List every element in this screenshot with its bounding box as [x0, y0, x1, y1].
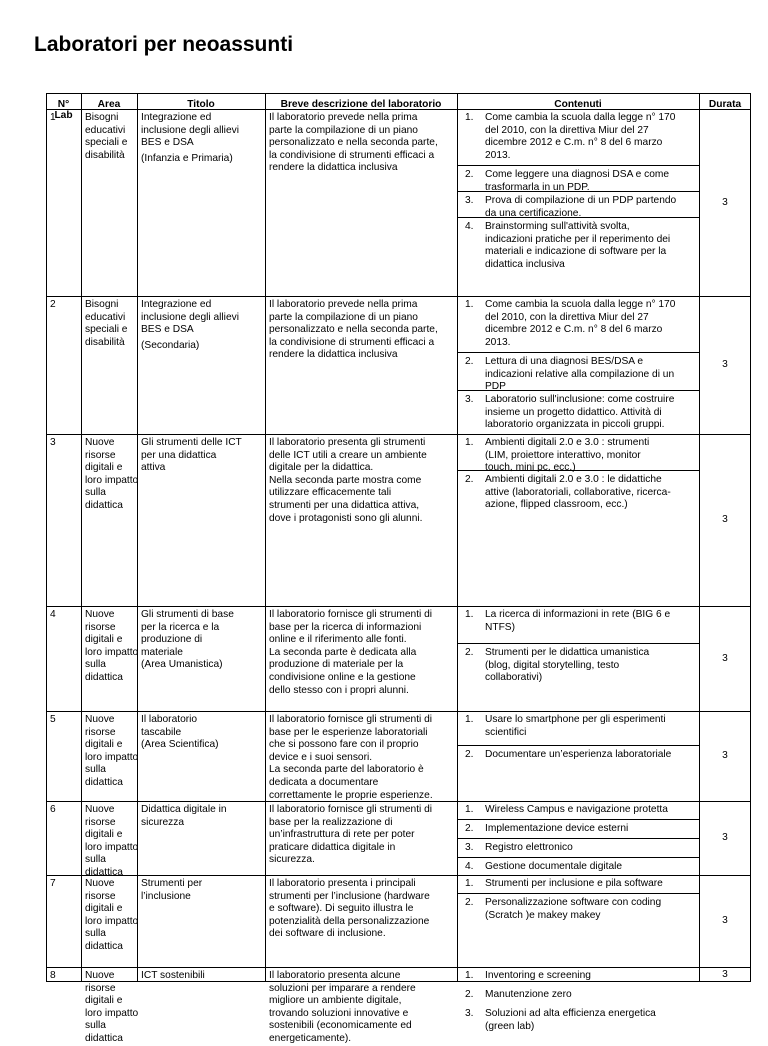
titolo-line: per la ricerca e la: [141, 621, 220, 633]
area-line: digitali e: [85, 634, 123, 646]
titolo-line: Strumenti per: [141, 878, 203, 889]
labs-table: [46, 93, 751, 1044]
descrizione-line: che si possono fare con il proprio: [269, 739, 419, 751]
area-line: risorse: [85, 621, 116, 633]
contenuto-number: 2.: [465, 823, 474, 834]
titolo-line: BES e DSA: [141, 137, 194, 149]
contenuto-line: Soluzioni ad alta efficienza energetica: [485, 1008, 656, 1019]
header-area: Area: [97, 99, 121, 110]
titolo-subtitle: (Secondaria): [141, 339, 200, 351]
contenuto-line: trasformarla in un PDP.: [485, 181, 590, 193]
area-line: Nuove: [85, 609, 115, 620]
area-line: loro impatto: [85, 751, 139, 763]
descrizione-line: Nella seconda parte mostra come: [269, 474, 422, 486]
contenuto-number: 2.: [465, 474, 474, 485]
area-line: speciali e: [85, 137, 128, 149]
contenuto-line: (blog, digital storytelling, testo: [485, 659, 620, 671]
area-line: risorse: [85, 449, 116, 461]
durata-value: 3: [722, 514, 728, 525]
descrizione-line: Il laboratorio fornisce gli strumenti di: [269, 804, 433, 815]
area-line: Bisogni: [85, 299, 119, 310]
durata-value: 3: [722, 359, 728, 370]
contenuto-number: 3.: [465, 195, 474, 206]
contenuto-line: del 2010, con la direttiva Miur del 27: [485, 311, 649, 323]
contenuto-line: PDP: [485, 381, 506, 393]
contenuto-number: 1.: [465, 970, 474, 981]
area-line: risorse: [85, 890, 116, 902]
contenuto-line: dicembre 2012 e C.m. n° 8 del 6 marzo: [485, 324, 663, 336]
area-line: loro impatto: [85, 1007, 139, 1019]
titolo-line: sicurezza: [141, 816, 185, 828]
descrizione-line: Il laboratorio prevede nella prima: [269, 299, 418, 310]
lab-number: 4: [50, 609, 56, 620]
contenuto-number: 2.: [465, 647, 474, 658]
area-line: digitali e: [85, 462, 123, 474]
titolo-line: produzione di: [141, 634, 203, 646]
contenuto-line: Strumenti per inclusione e pila software: [485, 878, 663, 889]
descrizione-line: La seconda parte del laboratorio è: [269, 764, 424, 776]
table-grid: [46, 93, 751, 982]
descrizione-line: rendere la didattica inclusiva: [269, 349, 398, 361]
area-line: sulla: [85, 764, 106, 776]
area-line: didattica: [85, 500, 123, 511]
descrizione-line: correttamente le proprie esperienze.: [269, 789, 433, 801]
descrizione-line: energeticamente).: [269, 1033, 352, 1044]
lab-number: 2: [50, 299, 56, 310]
descrizione-line: dedicata a documentare: [269, 777, 379, 788]
contenuto-line: Lettura di una diagnosi BES/DSA e: [485, 356, 644, 367]
contenuto-line: Brainstorming sull'attività svolta,: [485, 221, 630, 232]
area-line: Nuove: [85, 714, 115, 725]
contenuto-line: Prova di compilazione di un PDP partendo: [485, 195, 677, 206]
descrizione-line: e software). Di seguito illustra le: [269, 903, 414, 915]
contenuto-number: 3.: [465, 1008, 474, 1019]
durata-value: 3: [722, 968, 728, 980]
contenuto-number: 1.: [465, 804, 474, 815]
contenuto-line: attive (laboratoriali, collaborative, ricerca-: [485, 486, 671, 498]
area-line: risorse: [85, 816, 116, 828]
contenuto-number: 4.: [465, 861, 474, 872]
contenuto-number: 1.: [465, 609, 474, 620]
contenuto-line: didattica inclusiva: [485, 258, 565, 270]
area-line: sulla: [85, 487, 106, 499]
contenuto-line: Ambienti digitali 2.0 e 3.0 : strumenti: [485, 437, 650, 448]
area-line: digitali e: [85, 829, 123, 841]
area-line: speciali e: [85, 324, 128, 336]
titolo-line: ICT sostenibili: [141, 970, 205, 981]
area-line: Nuove: [85, 804, 115, 815]
contenuto-line: Usare lo smartphone per gli esperimenti: [485, 714, 666, 725]
area-line: didattica: [85, 672, 123, 683]
durata-value: 3: [722, 750, 728, 761]
contenuto-number: 2.: [465, 169, 474, 180]
contenuto-number: 3.: [465, 394, 474, 405]
descrizione-line: dei software di inclusione.: [269, 928, 386, 940]
contenuto-line: dicembre 2012 e C.m. n° 8 del 6 marzo: [485, 137, 663, 149]
contenuto-line: indicazioni relative alla compilazione di un: [485, 368, 675, 380]
area-line: risorse: [85, 726, 116, 738]
titolo-line: Integrazione ed: [141, 299, 212, 310]
descrizione-line: sostenibili (economicamente ed: [269, 1020, 412, 1032]
titolo-line: Gli strumenti delle ICT: [141, 437, 242, 448]
descrizione-line: dove i protagonisti sono gli alunni.: [269, 512, 423, 524]
descrizione-line: dello stesso con i propri alunni.: [269, 684, 409, 696]
contenuto-line: Personalizzazione software con coding: [485, 897, 662, 908]
contenuto-line: 2013.: [485, 149, 511, 161]
area-line: didattica: [85, 777, 123, 788]
lab-number: 7: [50, 878, 56, 889]
contenuto-line: Strumenti per le didattica umanistica: [485, 647, 650, 658]
lab-number: 5: [50, 714, 56, 725]
area-line: loro impatto: [85, 474, 139, 486]
lab-number: 3: [50, 437, 56, 448]
contenuto-line: del 2010, con la direttiva Miur del 27: [485, 124, 649, 136]
descrizione-line: base per le esperienze laboratoriali: [269, 726, 428, 738]
titolo-line: l’inclusione: [141, 890, 191, 902]
titolo-line: tascabile: [141, 726, 182, 738]
descrizione-line: digitale per la didattica.: [269, 462, 374, 474]
area-line: sulla: [85, 928, 106, 940]
header-n-lab-line1: N°: [57, 99, 70, 110]
contenuto-line: scientifici: [485, 726, 527, 738]
contenuto-line: Come leggere una diagnosi DSA e come: [485, 169, 670, 180]
contenuto-number: 3.: [465, 842, 474, 853]
descrizione-line: personalizzato e nella seconda parte,: [269, 324, 438, 336]
descrizione-line: Il laboratorio fornisce gli strumenti di: [269, 609, 433, 620]
contenuto-number: 1.: [465, 714, 474, 725]
page-title: Laboratori per neoassunti: [34, 33, 294, 56]
descrizione-line: migliore un ambiente digitale,: [269, 995, 402, 1007]
descrizione-line: trovando soluzioni innovative e: [269, 1007, 409, 1019]
contenuto-line: (LIM, proiettore interattivo, monitor: [485, 449, 641, 461]
area-line: didattica: [85, 941, 123, 952]
area-line: digitali e: [85, 903, 123, 915]
descrizione-line: utilizzare efficacemente tali: [269, 487, 392, 499]
area-line: disabilità: [85, 149, 125, 161]
area-line: didattica: [85, 1033, 123, 1044]
titolo-subtitle: (Infanzia e Primaria): [141, 152, 233, 164]
lab-number: 6: [50, 804, 56, 815]
lab-number: 1: [50, 112, 56, 123]
descrizione-line: Il laboratorio fornisce gli strumenti di: [269, 714, 433, 725]
descrizione-line: produzione di materiale per la: [269, 659, 404, 671]
contenuto-line: materiali e indicazione di software per la: [485, 246, 667, 258]
area-line: risorse: [85, 982, 116, 994]
descrizione-line: base per la ricerca di informazioni: [269, 621, 422, 633]
descrizione-line: sicurezza.: [269, 854, 315, 866]
header-n-lab-line2: Lab: [54, 110, 73, 121]
descrizione-line: rendere la didattica inclusiva: [269, 162, 398, 174]
contenuto-line: Ambienti digitali 2.0 e 3.0 : le didattiche: [485, 474, 662, 485]
descrizione-line: parte la compilazione di un piano: [269, 311, 418, 323]
contenuto-line: Wireless Campus e navigazione protetta: [485, 804, 668, 815]
area-line: loro impatto: [85, 646, 139, 658]
titolo-line: inclusione degli allievi: [141, 124, 239, 136]
descrizione-line: la condivisione di strumenti efficaci a: [269, 336, 435, 348]
contenuto-line: Laboratorio sull'inclusione: come costruire: [485, 394, 675, 405]
descrizione-line: un’infrastruttura di rete per poter: [269, 829, 415, 841]
contenuto-line: (green lab): [485, 1020, 535, 1032]
contenuto-line: collaborativi): [485, 672, 543, 684]
descrizione-line: potenzialità della personalizzazione: [269, 915, 430, 927]
contenuto-line: Manutenzione zero: [485, 989, 572, 1000]
descrizione-line: parte la compilazione di un piano: [269, 124, 418, 136]
contenuto-number: 1.: [465, 437, 474, 448]
contenuto-number: 2.: [465, 897, 474, 908]
descrizione-line: strumenti per l’inclusione (hardware: [269, 890, 430, 902]
contenuto-line: Inventoring e screening: [485, 970, 591, 981]
durata-value: 3: [722, 915, 728, 926]
durata-value: 3: [722, 196, 728, 208]
area-line: Bisogni: [85, 112, 119, 123]
descrizione-line: base per la realizzazione di: [269, 816, 393, 828]
titolo-line: attiva: [141, 462, 166, 474]
descrizione-line: soluzioni per imparare a rendere: [269, 982, 416, 994]
area-line: loro impatto: [85, 841, 139, 853]
descrizione-line: device e i suoi sensori.: [269, 751, 373, 763]
area-line: digitali e: [85, 739, 123, 751]
contenuto-number: 2.: [465, 989, 474, 1000]
contenuto-line: Come cambia la scuola dalla legge n° 170: [485, 112, 676, 123]
contenuto-line: Gestione documentale digitale: [485, 861, 623, 872]
titolo-line: Didattica digitale in: [141, 804, 227, 815]
contenuto-line: da una certificazione.: [485, 207, 582, 219]
contenuto-number: 1.: [465, 112, 474, 123]
contenuto-line: laboratorio organizzata in piccoli gruppi.: [485, 419, 665, 431]
descrizione-line: Il laboratorio prevede nella prima: [269, 112, 418, 123]
area-line: Nuove: [85, 878, 115, 889]
descrizione-line: online e il riferimento alle fonti.: [269, 634, 407, 646]
contenuto-line: Implementazione device esterni: [485, 823, 629, 834]
area-line: loro impatto: [85, 915, 139, 927]
descrizione-line: strumenti per una didattica attiva,: [269, 500, 420, 511]
contenuto-number: 1.: [465, 299, 474, 310]
titolo-line: materiale: [141, 646, 183, 658]
titolo-line: Integrazione ed: [141, 112, 212, 123]
contenuto-line: insieme un progetto didattico. Attività di: [485, 406, 662, 418]
header-descrizione: Breve descrizione del laboratorio: [280, 99, 442, 110]
area-line: educativi: [85, 124, 126, 136]
contenuto-line: (Scratch )e makey makey: [485, 909, 601, 921]
contenuto-line: La ricerca di informazioni in rete (BIG 6 e: [485, 609, 671, 620]
titolo-line: (Area Scientifica): [141, 739, 219, 751]
descrizione-line: Il laboratorio presenta i principali: [269, 878, 416, 889]
descrizione-line: La seconda parte è dedicata alla: [269, 646, 417, 658]
titolo-line: per una didattica: [141, 449, 217, 461]
contenuto-line: azione, flipped classroom, ecc.): [485, 499, 628, 511]
descrizione-line: Il laboratorio presenta gli strumenti: [269, 437, 426, 448]
area-line: digitali e: [85, 995, 123, 1007]
contenuto-number: 2.: [465, 749, 474, 760]
titolo-line: BES e DSA: [141, 324, 194, 336]
area-line: educativi: [85, 311, 126, 323]
header-durata: Durata: [708, 99, 742, 110]
descrizione-line: la condivisione di strumenti efficaci a: [269, 149, 435, 161]
area-line: Nuove: [85, 970, 115, 981]
descrizione-line: condivisione online e la gestione: [269, 672, 416, 683]
header-contenuti: Contenuti: [554, 99, 602, 110]
durata-value: 3: [722, 832, 728, 843]
titolo-line: inclusione degli allievi: [141, 311, 239, 323]
contenuto-number: 2.: [465, 356, 474, 367]
titolo-line: Gli strumenti di base: [141, 609, 234, 620]
contenuto-line: Come cambia la scuola dalla legge n° 170: [485, 299, 676, 310]
contenuto-number: 4.: [465, 221, 474, 232]
contenuto-number: 1.: [465, 878, 474, 889]
area-line: disabilità: [85, 336, 125, 348]
contenuto-line: Registro elettronico: [485, 842, 573, 853]
lab-number: 8: [50, 970, 56, 981]
contenuto-line: Documentare un’esperienza laboratoriale: [485, 749, 672, 760]
contenuto-line: indicazioni pratiche per il reperimento dei: [485, 233, 671, 245]
contenuto-line: NTFS): [485, 621, 515, 633]
area-line: didattica: [85, 867, 123, 878]
descrizione-line: personalizzato e nella seconda parte,: [269, 137, 438, 149]
descrizione-line: praticare didattica digitale in: [269, 841, 396, 853]
titolo-line: Il laboratorio: [141, 714, 198, 725]
titolo-line: (Area Umanistica): [141, 659, 223, 671]
area-line: Nuove: [85, 437, 115, 448]
area-line: sulla: [85, 854, 106, 866]
contenuto-line: 2013.: [485, 336, 511, 348]
durata-value: 3: [722, 652, 728, 664]
contenuto-line: touch, mini pc, ecc.): [485, 462, 576, 474]
area-line: sulla: [85, 659, 106, 671]
area-line: sulla: [85, 1020, 106, 1032]
descrizione-line: Il laboratorio presenta alcune: [269, 970, 401, 981]
descrizione-line: delle ICT utili a creare un ambiente: [269, 449, 427, 461]
header-titolo: Titolo: [187, 99, 215, 110]
